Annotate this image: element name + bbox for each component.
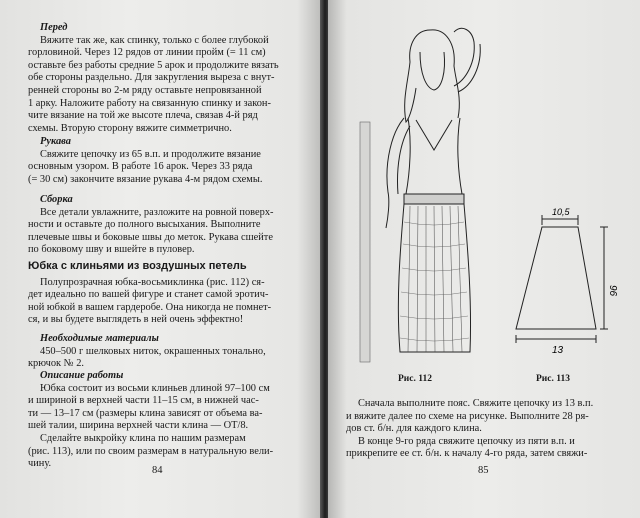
front-text-line: схемы. Вторую сторону вяжите симметрично. (28, 122, 232, 134)
right-body (346, 398, 628, 461)
sleeve-text-line: основным узором. В работе 16 арок. Через 33 ряда (28, 161, 253, 173)
work-body (28, 383, 296, 471)
work-text-line: и шириной в верхней части 11–15 см, в нижней час- (28, 395, 259, 407)
front-text-line: горловиной. Через 12 рядов от линии пройм (= 11 см) (28, 47, 266, 59)
front-text-line: чите вязание на той же высоте плеча, связав 4-й ряд (28, 110, 258, 122)
work-text-line: ти — 13–17 см (размеры клина зависят от объема ва- (28, 407, 263, 419)
right-body-text (346, 398, 628, 461)
front-body (28, 35, 296, 136)
work-text-line: Юбка состоит из восьми клиньев длиной 97–100 см (40, 382, 270, 394)
work-text-line: чину. (28, 458, 52, 470)
materials-body (28, 346, 296, 371)
dimension-side-label: 96 (607, 285, 618, 297)
page-number-left: 84 (152, 465, 163, 476)
assembly-title: Сборка (40, 194, 73, 205)
right-text-line: и вяжите далее по схеме на рисунке. Выполните 28 ря- (346, 410, 589, 422)
assembly-text-line: ности и оставьте до полного высыхания. Выполните (28, 219, 261, 231)
assembly-text-line: плечевые швы и боковые швы до меток. Рукава сшейте (28, 231, 273, 243)
skirt-text-line: дет идеально по вашей фигуре и станет самой эротич- (28, 289, 269, 301)
wedge-outline (516, 227, 596, 329)
skirt-text-line: ся, и вы будете выглядеть в ней очень эффектно! (28, 314, 244, 326)
materials-text-line: 450–500 г шелковых ниток, окрашенных тонально, (40, 345, 266, 357)
work-text-line: шей талии, ширина верхней части клина — ОТ/8. (28, 420, 249, 432)
front-text-line: Вяжите так же, как спинку, только с более глубокой (40, 34, 269, 46)
assembly-section (28, 194, 296, 257)
dimension-bottom-label: 13 (552, 345, 564, 356)
materials-section (28, 333, 296, 371)
assembly-text-line: по боковому шву и вшейте в пуловер. (28, 244, 195, 256)
sleeve-section (28, 136, 296, 186)
front-text-line: оставьте без работы средние 5 арок и продолжите вязать (28, 59, 279, 71)
work-text-line: (рис. 113), или по своим размерам в натуральную вели- (28, 445, 274, 457)
front-text-line: обе стороны раздельно. Для закругления выреза с внут- (28, 72, 275, 84)
right-text-line: Сначала выполните пояс. Свяжите цепочку из 13 в.п. (358, 398, 594, 409)
figure-112-caption: Рис. 112 (398, 374, 432, 384)
figure-112-illustration (358, 22, 508, 362)
work-title: Описание работы (40, 370, 124, 381)
assembly-text-line: Все детали увлажните, разложите на ровной поверх- (40, 206, 274, 218)
sleeve-title: Рукава (40, 136, 71, 147)
dimension-top-label: 10,5 (552, 207, 570, 217)
front-text-line: 1 арку. Наложите работу на связанную спинку и закон- (28, 97, 271, 109)
right-text-line: прикрепите ее ст. б/н. к началу 4-го ряда, затем свяжи- (346, 448, 588, 460)
right-page (328, 0, 640, 518)
sleeve-body (28, 149, 296, 187)
figure-113-caption: Рис. 113 (536, 374, 570, 384)
figure-113-pattern (506, 205, 616, 365)
materials-title: Необходимые материалы (40, 333, 159, 344)
assembly-body (28, 207, 296, 257)
page-number-right: 85 (478, 465, 489, 476)
right-text-line: дов ст. б/н. для каждого клина. (346, 423, 482, 435)
materials-text-line: крючок № 2. (28, 358, 84, 370)
front-title: Перед (40, 22, 68, 33)
skirt-body (28, 277, 296, 327)
skirt-heading: Юбка с клиньями из воздушных петель (28, 260, 247, 272)
skirt-section (28, 260, 296, 327)
work-text-line: Сделайте выкройку клина по нашим размерам (40, 432, 246, 444)
sleeve-text-line: (= 30 см) закончите вязание рукава 4-м рядом схемы. (28, 173, 263, 185)
skirt-text-line: ной юбкой в вашем гардеробе. Она никогда не помнет- (28, 301, 272, 313)
front-text-line: ренней стороны во 2-м ряду оставьте непровязанной (28, 84, 262, 96)
right-text-line: В конце 9-го ряда свяжите цепочку из пяти в.п. и (358, 435, 575, 447)
sleeve-text-line: Свяжите цепочку из 65 в.п. и продолжите вязание (40, 148, 261, 160)
front-section (28, 22, 296, 135)
work-section (28, 370, 296, 471)
skirt-text-line: Полупрозрачная юбка-восьмиклинка (рис. 112) ся- (40, 276, 265, 288)
